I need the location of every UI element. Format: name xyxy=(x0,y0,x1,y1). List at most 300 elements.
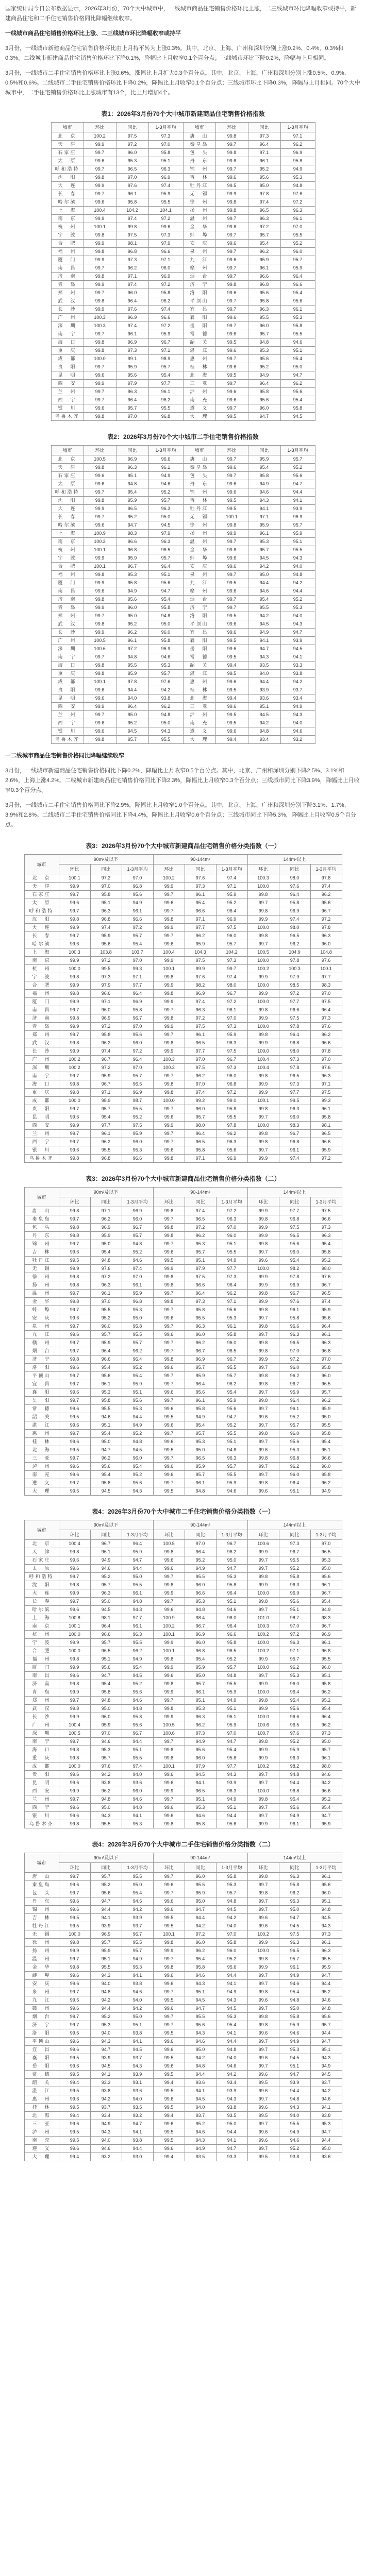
city-cell: 长 春 xyxy=(24,1598,59,1606)
value-cell: 96.7 xyxy=(310,1589,342,1598)
value-cell: 99.6 xyxy=(153,1897,185,1906)
table-row xyxy=(24,1479,342,1487)
value-cell: 98.0 xyxy=(279,924,310,932)
value-cell: 99.8 xyxy=(153,1939,185,1947)
value-cell: 97.0 xyxy=(280,223,315,231)
value-cell: 96.2 xyxy=(310,1479,342,1487)
city-cell: 牡丹江 xyxy=(24,1922,59,1930)
value-cell: 96.1 xyxy=(279,1820,310,1828)
value-cell: 95.2 xyxy=(90,1573,122,1581)
value-cell: 100.0 xyxy=(247,1023,279,1031)
value-cell: 99.9 xyxy=(59,1265,90,1273)
table-row xyxy=(24,998,342,1006)
value-cell: 100.2 xyxy=(247,965,279,973)
value-cell: 99.6 xyxy=(153,1405,185,1413)
city-cell: 广 州 xyxy=(24,1056,59,1064)
value-cell: 99.5 xyxy=(153,1257,185,1265)
value-cell: 99.7 xyxy=(84,363,116,371)
value-cell: 97.8 xyxy=(279,957,310,965)
value-cell: 95.7 xyxy=(280,521,315,530)
city-cell: 襄 阳 xyxy=(24,1388,59,1397)
value-cell: 96.2 xyxy=(279,1372,310,1380)
value-cell: 99.6 xyxy=(215,554,248,563)
value-cell: 99.6 xyxy=(153,2046,185,2054)
value-cell: 100.3 xyxy=(247,1622,279,1631)
value-cell: 96.1 xyxy=(122,1281,153,1290)
value-cell: 97.3 xyxy=(310,1930,342,1939)
table-row xyxy=(24,1647,342,1655)
value-cell: 95.3 xyxy=(216,1881,247,1889)
value-cell: 99.7 xyxy=(247,1906,279,1914)
city-cell: 扬 州 xyxy=(183,530,215,538)
value-cell: 100.0 xyxy=(247,981,279,990)
value-cell: 95.2 xyxy=(280,596,315,604)
table-row xyxy=(24,932,342,940)
city-cell: 天 津 xyxy=(24,1548,59,1556)
value-cell: 93.9 xyxy=(122,1914,153,1922)
value-cell: 97.2 xyxy=(279,1631,310,1639)
value-cell: 99.5 xyxy=(215,637,248,645)
city-cell: 石家庄 xyxy=(51,472,84,480)
value-cell: 96.8 xyxy=(122,1298,153,1306)
value-cell: 96.4 xyxy=(185,1130,216,1138)
city-cell: 大 理 xyxy=(183,413,215,421)
table-row xyxy=(51,604,315,612)
value-cell: 95.7 xyxy=(279,1421,310,1430)
value-cell: 99.8 xyxy=(84,347,116,355)
value-cell: 99.7 xyxy=(84,488,116,497)
value-cell: 97.1 xyxy=(90,1089,122,1097)
value-cell: 96.9 xyxy=(148,645,183,653)
value-cell: 99.5 xyxy=(59,1446,90,1454)
value-cell: 99.5 xyxy=(153,2054,185,2062)
city-cell: 昆 明 xyxy=(24,1779,59,1787)
value-cell: 99.7 xyxy=(216,965,247,973)
table-row xyxy=(24,1589,342,1598)
value-cell: 99.8 xyxy=(84,497,116,505)
value-cell: 94.9 xyxy=(122,1421,153,1430)
value-cell: 95.4 xyxy=(185,1421,216,1430)
value-cell: 97.6 xyxy=(116,306,148,314)
column-header: 环比 xyxy=(84,123,116,132)
value-cell: 99.8 xyxy=(153,1746,185,1754)
table-row xyxy=(51,380,315,388)
city-cell: 烟 台 xyxy=(183,596,215,604)
value-cell: 96.2 xyxy=(310,1031,342,1039)
value-cell: 100.0 xyxy=(153,1097,185,1105)
value-cell: 94.2 xyxy=(248,563,280,571)
value-cell: 94.9 xyxy=(248,371,280,380)
table-row xyxy=(51,505,315,513)
city-cell: 南 充 xyxy=(183,396,215,404)
value-cell: 95.6 xyxy=(280,388,315,396)
city-cell: 西 宁 xyxy=(51,396,84,404)
value-cell: 96.0 xyxy=(185,1581,216,1589)
value-cell: 95.9 xyxy=(90,1232,122,1240)
value-cell: 98.3 xyxy=(310,981,342,990)
value-cell: 99.7 xyxy=(215,141,248,149)
value-cell: 93.8 xyxy=(122,2137,153,2145)
city-cell: 赣 州 xyxy=(24,1339,59,1347)
city-cell: 常 德 xyxy=(24,1405,59,1413)
value-cell: 99.9 xyxy=(84,141,116,149)
city-cell: 遵 义 xyxy=(24,1479,59,1487)
value-cell: 94.5 xyxy=(279,2054,310,2062)
city-cell: 三 亚 xyxy=(183,380,215,388)
value-cell: 99.7 xyxy=(247,2046,279,2054)
value-cell: 99.7 xyxy=(59,1130,90,1138)
value-cell: 96.0 xyxy=(310,940,342,948)
value-cell: 95.9 xyxy=(216,891,247,899)
value-cell: 99.5 xyxy=(215,338,248,347)
value-cell: 96.0 xyxy=(310,1664,342,1672)
value-cell: 97.7 xyxy=(216,1265,247,1273)
value-cell: 97.2 xyxy=(185,1014,216,1023)
value-cell: 99.9 xyxy=(153,1589,185,1598)
value-cell: 95.1 xyxy=(90,1655,122,1664)
value-cell: 99.9 xyxy=(153,1122,185,1130)
value-cell: 96.8 xyxy=(310,1647,342,1655)
value-cell: 95.8 xyxy=(185,1963,216,1972)
city-cell: 烟 台 xyxy=(183,273,215,281)
value-cell: 99.7 xyxy=(84,165,116,174)
value-cell: 100.0 xyxy=(247,924,279,932)
value-cell: 96.9 xyxy=(90,1224,122,1232)
value-cell: 99.5 xyxy=(247,2079,279,2087)
value-cell: 99.8 xyxy=(84,338,116,347)
value-cell: 94.3 xyxy=(248,497,280,505)
value-cell: 95.8 xyxy=(279,1573,310,1581)
table-row xyxy=(51,521,315,530)
value-cell: 99.8 xyxy=(116,223,148,231)
table-row xyxy=(24,1146,342,1155)
value-cell: 99.5 xyxy=(215,670,248,678)
value-cell: 96.4 xyxy=(248,380,280,388)
value-cell: 95.0 xyxy=(279,1906,310,1914)
table-row xyxy=(51,612,315,620)
value-cell: 97.0 xyxy=(185,1056,216,1064)
value-cell: 97.1 xyxy=(90,1207,122,1215)
table-row xyxy=(24,1897,342,1906)
value-cell: 100.5 xyxy=(153,1540,185,1548)
value-cell: 94.2 xyxy=(90,1996,122,2005)
value-cell: 95.3 xyxy=(279,1446,310,1454)
value-cell: 97.4 xyxy=(122,1762,153,1771)
city-cell: 海 口 xyxy=(24,1746,59,1754)
value-cell: 96.6 xyxy=(310,1454,342,1463)
value-cell: 99.7 xyxy=(153,1240,185,1248)
value-cell: 97.1 xyxy=(185,1155,216,1163)
value-cell: 96.3 xyxy=(310,932,342,940)
value-cell: 96.0 xyxy=(185,1873,216,1881)
value-cell: 94.3 xyxy=(216,2095,247,2104)
value-cell: 96.5 xyxy=(122,1080,153,1089)
value-cell: 104.1 xyxy=(148,207,183,215)
value-cell: 96.2 xyxy=(248,248,280,256)
value-cell: 94.3 xyxy=(185,1980,216,1988)
value-cell: 99.8 xyxy=(247,1430,279,1438)
value-cell: 99.7 xyxy=(215,538,248,546)
value-cell: 95.1 xyxy=(279,2062,310,2071)
value-cell: 99.6 xyxy=(153,1314,185,1323)
value-cell: 99.8 xyxy=(153,1014,185,1023)
table-row xyxy=(51,620,315,629)
value-cell: 96.4 xyxy=(310,1323,342,1331)
value-cell: 95.6 xyxy=(248,289,280,297)
value-cell: 96.1 xyxy=(310,1639,342,1647)
value-cell: 99.6 xyxy=(84,157,116,165)
value-cell: 97.7 xyxy=(90,1122,122,1130)
value-cell: 99.5 xyxy=(153,1922,185,1930)
value-cell: 95.1 xyxy=(216,1598,247,1606)
value-cell: 95.6 xyxy=(122,891,153,899)
value-cell: 95.0 xyxy=(185,1672,216,1680)
value-cell: 96.3 xyxy=(148,165,183,174)
value-cell: 97.4 xyxy=(310,1298,342,1306)
table-row xyxy=(24,1556,342,1565)
city-cell: 南 宁 xyxy=(24,1072,59,1080)
city-cell: 牡丹江 xyxy=(24,1257,59,1265)
value-cell: 99.8 xyxy=(84,662,116,670)
value-cell: 99.7 xyxy=(153,1306,185,1314)
value-cell: 96.3 xyxy=(310,1072,342,1080)
value-cell: 99.8 xyxy=(153,1963,185,1972)
value-cell: 100.2 xyxy=(247,1631,279,1639)
value-cell: 96.9 xyxy=(122,1089,153,1097)
value-cell: 93.3 xyxy=(90,2079,122,2087)
value-cell: 93.9 xyxy=(216,1779,247,1787)
value-cell: 95.1 xyxy=(280,538,315,546)
value-cell: 94.9 xyxy=(279,1972,310,1980)
value-cell: 99.8 xyxy=(153,1705,185,1713)
value-cell: 94.5 xyxy=(216,2005,247,2013)
value-cell: 95.1 xyxy=(310,1446,342,1454)
table-row xyxy=(24,981,342,990)
value-cell: 99.7 xyxy=(59,1215,90,1224)
value-cell: 96.3 xyxy=(90,1589,122,1598)
value-cell: 99.5 xyxy=(59,1413,90,1421)
city-cell: 重 庆 xyxy=(51,347,84,355)
value-cell: 95.3 xyxy=(279,1897,310,1906)
city-cell: 福 州 xyxy=(24,1655,59,1664)
value-cell: 94.9 xyxy=(185,1738,216,1746)
value-cell: 99.8 xyxy=(153,1655,185,1664)
value-cell: 98.2 xyxy=(185,981,216,990)
value-cell: 100.1 xyxy=(59,1622,90,1631)
city-cell: 烟 台 xyxy=(24,1347,59,1355)
value-cell: 94.8 xyxy=(122,1438,153,1446)
value-cell: 95.6 xyxy=(90,1463,122,1471)
city-cell: 无 锡 xyxy=(183,513,215,521)
city-cell: 哈尔滨 xyxy=(51,198,84,207)
value-cell: 99.5 xyxy=(153,1487,185,1496)
city-cell: 泸 州 xyxy=(24,2128,59,2137)
value-cell: 99.6 xyxy=(59,1405,90,1413)
value-cell: 99.8 xyxy=(59,1746,90,1754)
value-cell: 94.5 xyxy=(90,2062,122,2071)
value-cell: 97.2 xyxy=(185,1930,216,1939)
value-cell: 100.4 xyxy=(247,1056,279,1064)
value-cell: 97.3 xyxy=(216,1064,247,1072)
value-cell: 96.0 xyxy=(122,1215,153,1224)
value-cell: 99.6 xyxy=(153,1388,185,1397)
value-cell: 99.7 xyxy=(84,612,116,620)
value-cell: 95.8 xyxy=(279,1314,310,1323)
value-cell: 97.3 xyxy=(116,347,148,355)
value-cell: 95.9 xyxy=(310,1405,342,1413)
table-row xyxy=(24,924,342,932)
value-cell: 99.5 xyxy=(59,1914,90,1922)
city-cell: 北 海 xyxy=(183,371,215,380)
city-cell: 赣 州 xyxy=(183,587,215,596)
city-cell: 上 海 xyxy=(51,207,84,215)
value-cell: 99.4 xyxy=(59,2153,90,2161)
value-cell: 93.3 xyxy=(216,2153,247,2161)
table-row xyxy=(24,1996,342,2005)
value-cell: 94.0 xyxy=(122,2095,153,2104)
table-row xyxy=(51,546,315,554)
value-cell: 96.1 xyxy=(279,1963,310,1972)
value-cell: 99.6 xyxy=(84,587,116,596)
paragraph-new-homes-yoy: 3月份，一线城市新建商品住宅销售价格同比下降0.2%，降幅比上月收窄0.5个百分点。其中，北京、广州和深圳分别下降2.5%、3.1%和2.6%，上海上涨4.2%。二线城市新建商品住宅销售价格同比下降2.3%，降幅比上月收窄0.3个百分点；三线城市同比下降3.9%，降幅比上月收窄0.3个百分点。 xyxy=(5,768,360,793)
value-cell: 99.7 xyxy=(247,1471,279,1479)
value-cell: 99.7 xyxy=(215,596,248,604)
value-cell: 96.2 xyxy=(279,1889,310,1897)
value-cell: 95.6 xyxy=(248,174,280,182)
table-row xyxy=(51,587,315,596)
value-cell: 96.2 xyxy=(116,629,148,637)
value-cell: 94.7 xyxy=(279,2071,310,2079)
value-cell: 95.3 xyxy=(310,1556,342,1565)
city-cell: 金 华 xyxy=(183,223,215,231)
value-cell: 95.7 xyxy=(90,1873,122,1881)
value-cell: 95.8 xyxy=(216,1639,247,1647)
value-cell: 99.7 xyxy=(247,1897,279,1906)
value-cell: 96.0 xyxy=(185,1105,216,1113)
value-cell: 100.3 xyxy=(59,948,90,957)
value-cell: 95.5 xyxy=(122,1873,153,1881)
value-cell: 97.9 xyxy=(116,380,148,388)
value-cell: 93.7 xyxy=(122,1922,153,1930)
value-cell: 95.9 xyxy=(122,1130,153,1138)
value-cell: 94.9 xyxy=(122,1655,153,1664)
value-cell: 94.9 xyxy=(280,165,315,174)
value-cell: 96.0 xyxy=(90,1323,122,1331)
value-cell: 99.8 xyxy=(59,916,90,924)
table-row xyxy=(51,132,315,141)
city-cell: 安 庆 xyxy=(24,1980,59,1988)
table-row xyxy=(51,637,315,645)
value-cell: 95.7 xyxy=(185,1680,216,1688)
value-cell: 100.5 xyxy=(84,637,116,645)
value-cell: 99.9 xyxy=(153,1664,185,1672)
value-cell: 99.7 xyxy=(247,2062,279,2071)
table1-title: 表1：2026年3月份70个大中城市新建商品住宅销售价格指数 xyxy=(101,110,265,117)
value-cell: 99.8 xyxy=(59,1655,90,1664)
value-cell: 97.9 xyxy=(279,973,310,981)
city-cell: 呼和浩特 xyxy=(51,488,84,497)
table-row xyxy=(24,1548,342,1556)
value-cell: 95.5 xyxy=(216,1364,247,1372)
city-cell: 大 连 xyxy=(24,1589,59,1598)
value-cell: 99.8 xyxy=(84,571,116,579)
value-cell: 99.8 xyxy=(215,149,248,157)
value-cell: 99.6 xyxy=(153,940,185,948)
value-cell: 97.5 xyxy=(116,132,148,141)
value-cell: 99.6 xyxy=(59,2145,90,2153)
value-cell: 99.9 xyxy=(247,1089,279,1097)
table-row xyxy=(24,1963,342,1972)
table-row xyxy=(51,190,315,198)
value-cell: 95.0 xyxy=(310,2145,342,2153)
table-row xyxy=(51,719,315,727)
value-cell: 96.1 xyxy=(248,157,280,165)
group-header: 90m²及以下 xyxy=(59,1853,153,1863)
value-cell: 99.7 xyxy=(59,1138,90,1146)
value-cell: 94.8 xyxy=(248,338,280,347)
value-cell: 100.0 xyxy=(247,1787,279,1795)
value-cell: 96.3 xyxy=(279,1331,310,1339)
value-cell: 95.0 xyxy=(148,620,183,629)
value-cell: 100.4 xyxy=(59,1721,90,1730)
value-cell: 95.7 xyxy=(185,1471,216,1479)
column-header: 同比 xyxy=(90,865,122,874)
value-cell: 99.8 xyxy=(153,1155,185,1163)
table-row xyxy=(24,1331,342,1339)
table-row xyxy=(24,1355,342,1364)
table-row xyxy=(24,1446,342,1454)
city-cell: 唐 山 xyxy=(183,132,215,141)
value-cell: 95.0 xyxy=(279,2005,310,2013)
group-header: 90-144m² xyxy=(153,1520,247,1530)
value-cell: 99.7 xyxy=(153,1397,185,1405)
value-cell: 96.7 xyxy=(122,1014,153,1023)
table-row xyxy=(24,1738,342,1746)
value-cell: 96.0 xyxy=(216,1072,247,1080)
table-row xyxy=(24,1323,342,1331)
value-cell: 96.5 xyxy=(90,1647,122,1655)
value-cell: 96.9 xyxy=(216,1155,247,1163)
table-row xyxy=(51,497,315,505)
value-cell: 99.6 xyxy=(84,472,116,480)
value-cell: 97.3 xyxy=(185,1298,216,1306)
city-cell: 济 宁 xyxy=(24,2021,59,2029)
value-cell: 93.7 xyxy=(185,2112,216,2120)
value-cell: 100.0 xyxy=(247,1122,279,1130)
value-cell: 95.8 xyxy=(280,322,315,330)
column-header: 同比 xyxy=(248,123,280,132)
value-cell: 96.7 xyxy=(216,990,247,998)
city-cell: 海 口 xyxy=(51,662,84,670)
table-row xyxy=(24,2104,342,2112)
value-cell: 97.2 xyxy=(280,198,315,207)
column-header: 1-3月平均 xyxy=(216,1530,247,1540)
value-cell: 95.1 xyxy=(216,1804,247,1812)
value-cell: 97.8 xyxy=(310,874,342,883)
value-cell: 95.7 xyxy=(216,1664,247,1672)
city-cell: 西 宁 xyxy=(51,719,84,727)
city-cell: 广 州 xyxy=(51,314,84,322)
value-cell: 99.7 xyxy=(59,932,90,940)
table-row xyxy=(51,727,315,736)
table-row xyxy=(51,563,315,571)
value-cell: 96.5 xyxy=(185,1138,216,1146)
value-cell: 94.6 xyxy=(185,2038,216,2046)
value-cell: 97.5 xyxy=(185,957,216,965)
value-cell: 94.8 xyxy=(122,1705,153,1713)
value-cell: 99.6 xyxy=(247,2137,279,2145)
value-cell: 99.6 xyxy=(247,2104,279,2112)
